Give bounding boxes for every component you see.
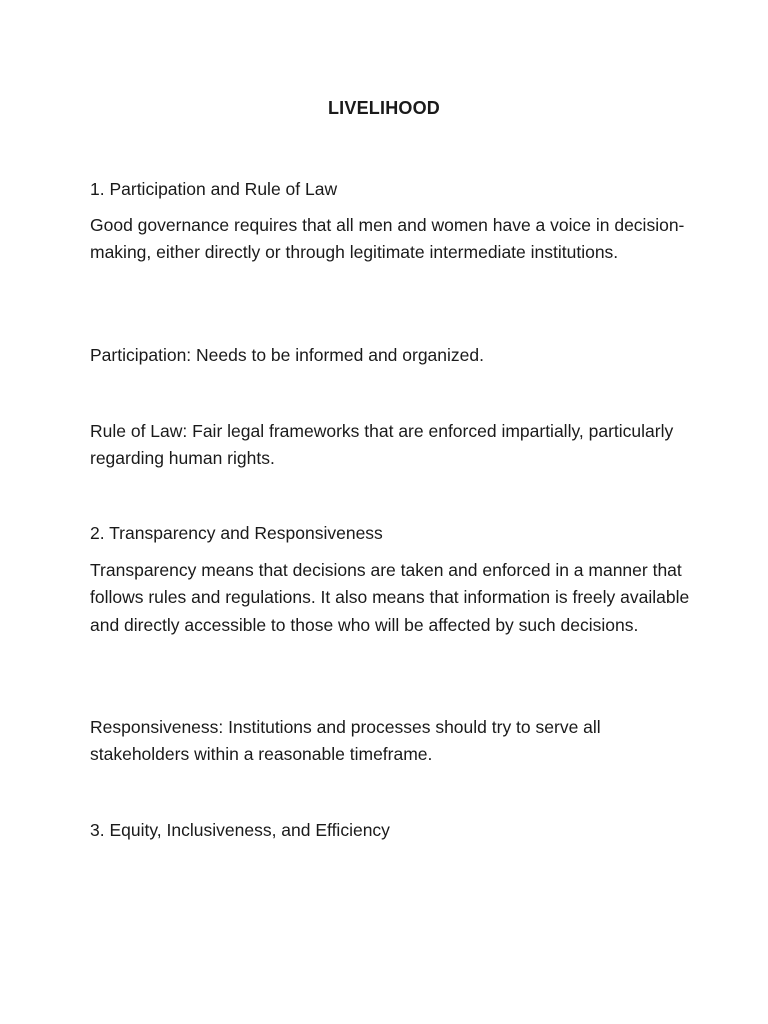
document-title: LIVELIHOOD — [327, 98, 440, 118]
section-heading-transparency-responsiveness: 2. Transparency and Responsiveness — [90, 523, 383, 543]
paragraph-participation: Participation: Needs to be informed and organized. — [90, 345, 484, 365]
paragraph-responsiveness: Responsiveness: Institutions and processes should try to serve all stakeholders within a reasonable timeframe. — [90, 717, 601, 765]
section-heading-participation-rule-of-law: 1. Participation and Rule of Law — [90, 179, 338, 199]
section-heading-equity-inclusiveness-efficiency: 3. Equity, Inclusiveness, and Efficiency — [90, 820, 390, 840]
paragraph-good-governance: Good governance requires that all men and women have a voice in decision-making, either directly or through legitimate intermediate institutions. — [90, 215, 685, 263]
paragraph-transparency: Transparency means that decisions are taken and enforced in a manner that follows rules and regulations. It also means that information is freely available and directly accessible to those who will be affected by such decisions. — [90, 560, 690, 635]
paragraph-rule-of-law: Rule of Law: Fair legal frameworks that are enforced impartially, particularly regarding human rights. — [90, 421, 674, 469]
